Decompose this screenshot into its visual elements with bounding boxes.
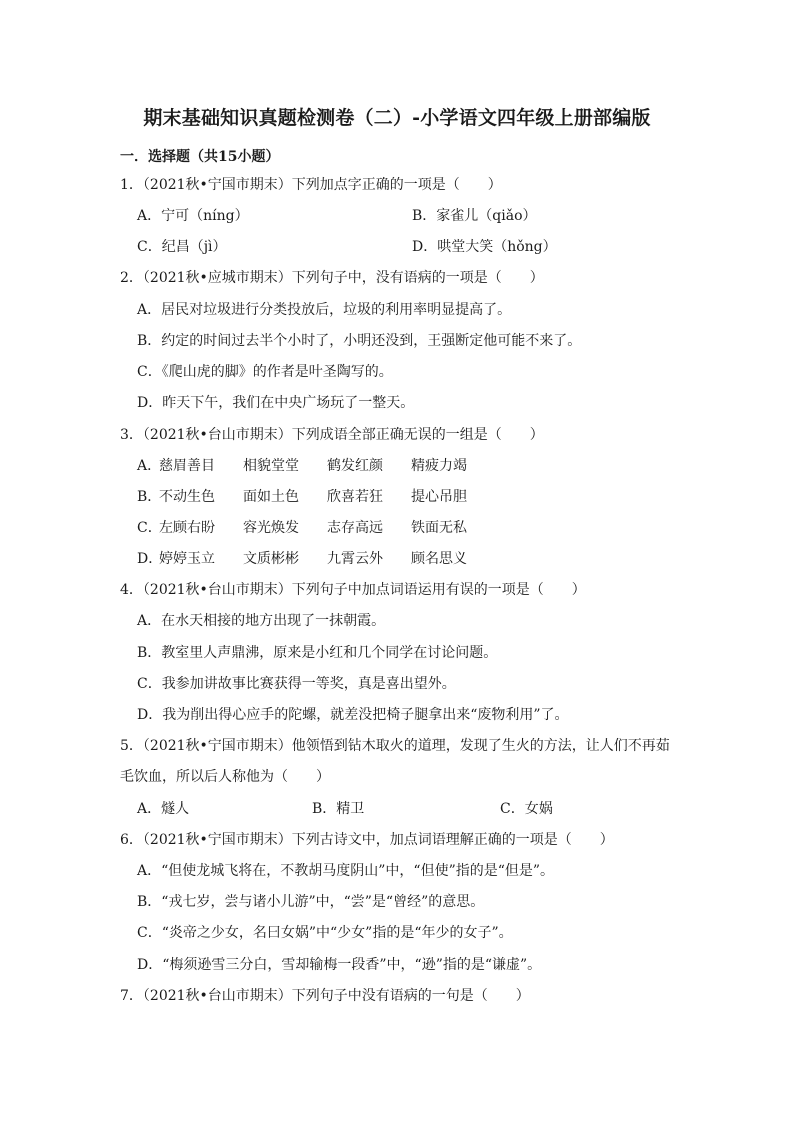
idiom: 铁面无私 bbox=[411, 520, 467, 536]
question-4-stem: 4．（2021秋•台山市期末）下列句子中加点词语运用有误的一项是（ ） bbox=[120, 582, 586, 598]
idiom: 鹤发红颜 bbox=[327, 458, 383, 474]
question-4-option-d: D．我为削出得心应手的陀螺，就差没把椅子腿拿出来“废物利用”了。 bbox=[137, 707, 569, 723]
question-2-stem: 2．（2021秋•应城市期末）下列句子中，没有语病的一项是（ ） bbox=[120, 270, 544, 286]
question-1-option-d: D．哄堂大笑（hǒng） bbox=[412, 239, 557, 255]
idiom: 精疲力竭 bbox=[411, 458, 467, 474]
option-label: D． bbox=[137, 551, 163, 567]
question-6-option-a: A．“但使龙城飞将在，不教胡马度阴山”中，“但使”指的是“但是”。 bbox=[137, 863, 555, 879]
question-5-option-b: B．精卫 bbox=[312, 801, 365, 817]
question-3-option-d bbox=[137, 550, 495, 568]
question-6-option-d: D．“梅须逊雪三分白，雪却输梅一段香”中，“逊”指的是“谦虚”。 bbox=[137, 957, 542, 973]
question-3-option-a bbox=[137, 457, 495, 475]
question-4-option-a: A．在水天相接的地方出现了一抹朝霞。 bbox=[137, 613, 386, 629]
idiom: 面如土色 bbox=[243, 489, 299, 505]
question-4-option-b: B．教室里人声鼎沸，原来是小红和几个同学在讨论问题。 bbox=[137, 645, 498, 661]
idiom: 左顾右盼 bbox=[159, 520, 215, 536]
question-2-option-a: A．居民对垃圾进行分类投放后，垃圾的利用率明显提高了。 bbox=[137, 302, 512, 318]
question-6-option-c: C．“炎帝之少女，名曰女娲”中“少女”指的是“年少的女子”。 bbox=[137, 925, 513, 941]
question-3-stem: 3．（2021秋•台山市期末）下列成语全部正确无误的一组是（ ） bbox=[120, 427, 544, 443]
question-5-option-c: C．女娲 bbox=[500, 801, 553, 817]
question-7-stem: 7．（2021秋•台山市期末）下列句子中没有语病的一句是（ ） bbox=[120, 988, 530, 1004]
section-heading: 一．选择题（共15小题） bbox=[120, 149, 280, 165]
idiom: 不动生色 bbox=[159, 489, 215, 505]
question-3-option-b bbox=[137, 488, 495, 506]
question-1-stem: 1．（2021秋•宁国市期末）下列加点字正确的一项是（ ） bbox=[120, 177, 502, 193]
question-6-option-b: B．“戎七岁，尝与诸小儿游”中，“尝”是“曾经”的意思。 bbox=[137, 894, 485, 910]
idiom: 提心吊胆 bbox=[411, 489, 467, 505]
page-title: 期末基础知识真题检测卷（二）-小学语文四年级上册部编版 bbox=[143, 107, 651, 129]
idiom: 欣喜若狂 bbox=[327, 489, 383, 505]
idiom: 慈眉善目 bbox=[159, 458, 215, 474]
question-1-option-a: A．宁可（níng） bbox=[137, 208, 249, 224]
question-2-option-d: D．昨天下午，我们在中央广场玩了一整天。 bbox=[137, 395, 415, 411]
question-1-option-c: C．纪昌（jì） bbox=[137, 239, 227, 255]
question-2-option-b: B．约定的时间过去半个小时了，小明还没到，王强断定他可能不来了。 bbox=[137, 333, 582, 349]
question-5-stem-line-2: 毛饮血，所以后人称他为（ ） bbox=[120, 769, 330, 785]
question-3-option-c bbox=[137, 519, 495, 537]
question-5-option-a: A．燧人 bbox=[137, 801, 190, 817]
idiom: 婷婷玉立 bbox=[159, 551, 215, 567]
idiom: 相貌堂堂 bbox=[243, 458, 299, 474]
idiom: 顾名思义 bbox=[411, 551, 467, 567]
question-5-stem-line-1: 5．（2021秋•宁国市期末）他领悟到钻木取火的道理，发现了生火的方法，让人们不再茹 bbox=[120, 738, 670, 754]
idiom: 九霄云外 bbox=[327, 551, 383, 567]
question-6-stem: 6．（2021秋•宁国市期末）下列古诗文中，加点词语理解正确的一项是（ ） bbox=[120, 832, 614, 848]
question-1-option-b: B．家雀儿（qiǎo） bbox=[412, 208, 537, 224]
question-2-option-c: C．《爬山虎的脚》的作者是叶圣陶写的。 bbox=[137, 364, 393, 380]
idiom: 志存高远 bbox=[327, 520, 383, 536]
idiom: 文质彬彬 bbox=[243, 551, 299, 567]
option-label: B． bbox=[137, 489, 162, 505]
idiom: 容光焕发 bbox=[243, 520, 299, 536]
question-4-option-c: C．我参加讲故事比赛获得一等奖，真是喜出望外。 bbox=[137, 676, 456, 692]
option-label: A． bbox=[137, 458, 162, 474]
option-label: C． bbox=[137, 520, 162, 536]
